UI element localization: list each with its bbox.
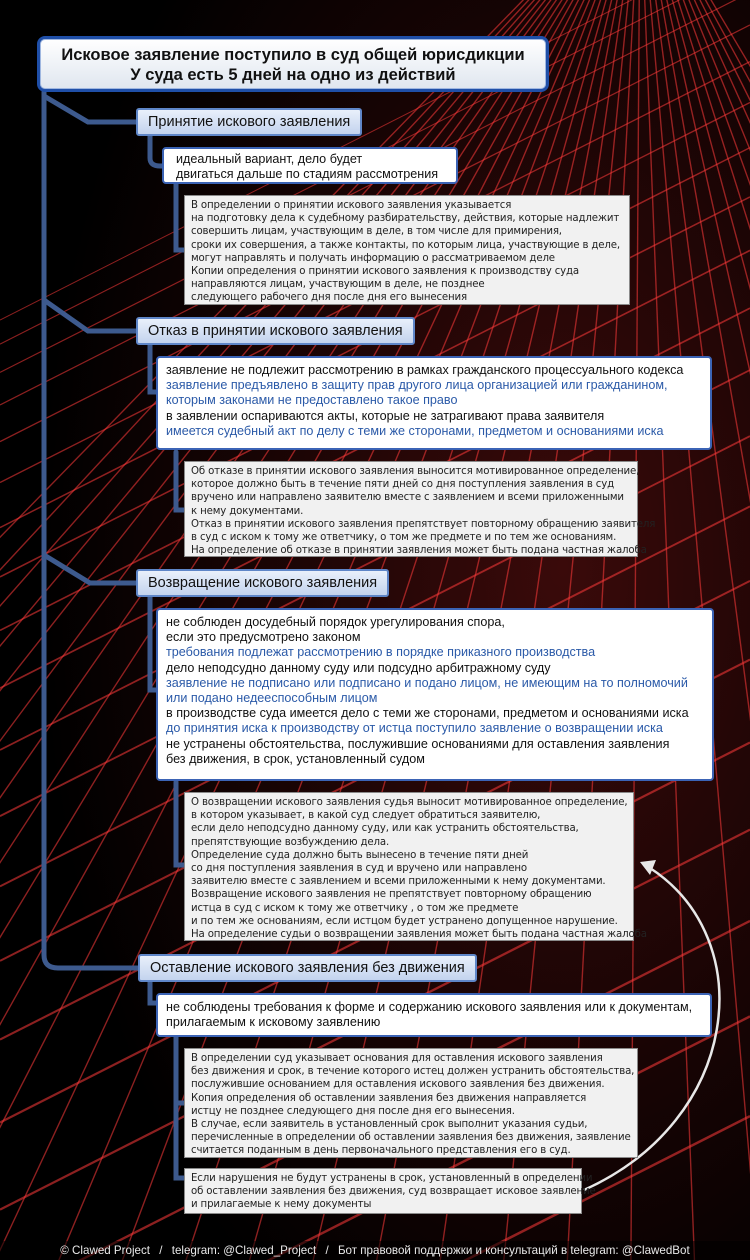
note-acceptance	[184, 195, 630, 305]
section-header-without-movement: Оставление искового заявления без движения	[138, 954, 477, 982]
note-line: без движения и срок, в течение которого истец должен устранить обстоятельства,	[191, 1066, 635, 1078]
panel-line: требования подлежат рассмотрению в порядке приказного производства	[166, 645, 596, 660]
footer	[0, 1241, 750, 1260]
note-line: считается поданным в день первоначального представления его в суд.	[191, 1145, 571, 1157]
note-line: направляются лицам, участвующим в деле, не позднее	[191, 279, 485, 291]
note-line: которое должно быть в течение пяти дней со дня поступления заявления в суд	[191, 479, 615, 491]
panel-line: не устранены обстоятельства, послужившие основаниями для оставления заявления	[166, 736, 670, 751]
panel-line: в производстве суда имеется дело с теми же сторонами, предметом и основаниями иска	[166, 706, 689, 721]
note-line: в суд с иском к тому же ответчику, о том же предмете и по тем же основаниям.	[191, 532, 617, 544]
note-line: об оставлении заявления без движения, суд возвращает исковое заявление	[191, 1186, 596, 1198]
note-line: На определение об отказе в принятии заявления может быть подана частная жалоба	[191, 545, 647, 557]
panel-line: двигаться дальше по стадиям рассмотрения	[176, 167, 439, 182]
main-title-line2: У суда есть 5 дней на одно из действий	[130, 66, 456, 84]
note-line: совершить лицам, участвующим в деле, в том числе для примирения,	[191, 226, 562, 238]
footer-separator: /	[325, 1244, 329, 1257]
note-line: сроки их совершения, а также контакты, по которым лица, участвующие в деле,	[191, 239, 620, 251]
note-line: и прилагаемые к нему документы	[191, 1199, 372, 1211]
note-line: если дело неподсудно данному суду, или как устранить обстоятельства,	[191, 823, 579, 835]
panel-line: не соблюден досудебный порядок урегулирования спора,	[166, 615, 505, 629]
panel-line: заявление не подписано или подписано и подано лицом, не имеющим на то полномочий	[166, 675, 688, 690]
note-line: Отказ в принятии искового заявления препятствует повторному обращению заявителя	[191, 518, 656, 530]
note-line: заявителю вместе с заявлением и всеми приложенными к нему документами.	[191, 876, 606, 888]
footer-telegram: telegram: @Clawed_Project	[171, 1244, 317, 1257]
note-line: Возвращение искового заявления не препятствует повторному обращению	[191, 889, 592, 901]
panel-line: без движения, в срок, установленный судом	[166, 751, 425, 766]
note-line: На определение судьи о возвращении заявления может быть подана частная жалоба	[191, 929, 647, 941]
note-line: препятствующие возбуждению дела.	[191, 836, 390, 848]
panel-line: идеальный вариант, дело будет	[176, 152, 363, 166]
panel-line: в заявлении оспариваются акты, которые не затрагивают права заявителя	[166, 408, 605, 423]
panel-line: заявление не подлежит рассмотрению в рамках гражданского процессуального кодекса	[166, 363, 684, 377]
panel-line: до принятия иска к производству от истца поступило заявление о возвращении иска	[166, 721, 663, 736]
note-line: истца в суд с иском к тому же ответчику , о том же предмете	[191, 902, 519, 914]
note-line: могут направлять и получать информацию о рассматриваемом деле	[191, 252, 555, 264]
footer-copyright: © Clawed Project	[60, 1244, 151, 1257]
note-line: О возвращении искового заявления судья выносит мотивированное определение,	[191, 797, 628, 808]
note-line: следующего рабочего дня после дня его вынесения	[191, 292, 468, 304]
section-header-return: Возвращение искового заявления	[136, 569, 389, 597]
note-line: Копии определения о принятии искового заявления к производству суда	[191, 266, 580, 278]
panel-line: которым законами не предоставлено такое право	[166, 393, 458, 408]
main-title-box	[37, 36, 549, 92]
note-line: Если нарушения не будут устранены в срок, установленный в определении	[191, 1173, 593, 1184]
panel-acceptance	[162, 147, 458, 184]
panel-line: не соблюдены требования к форме и содержанию искового заявления или к документам,	[166, 1000, 693, 1014]
note-without-movement-consequence	[184, 1168, 596, 1214]
note-line: к нему документами.	[191, 505, 304, 517]
panel-line: если это предусмотрено законом	[166, 630, 361, 645]
section-header-acceptance: Принятие искового заявления	[136, 108, 362, 136]
note-line: в котором указывает, в какой суд следует обратиться заявителю,	[191, 810, 541, 822]
section-header-refusal: Отказ в принятии искового заявления	[136, 317, 415, 345]
panel-refusal	[156, 356, 712, 450]
note-line: Копия определения об оставлении заявления без движения направляется	[191, 1092, 587, 1104]
note-return	[184, 792, 647, 941]
note-refusal	[184, 461, 656, 557]
note-line: со дня поступления заявления в суд и вручено или направлено	[191, 863, 527, 875]
panel-line: или подано недееспособным лицом	[166, 691, 378, 706]
panel-line: дело неподсудно данному суду или подсудно арбитражному суду	[166, 660, 551, 675]
note-line: вручено или направлено заявителю вместе с заявлением и всеми приложенными	[191, 492, 624, 504]
note-line: на подготовку дела к судебному разбирательству, действия, которые надлежит	[191, 213, 620, 225]
panel-without-movement	[156, 993, 712, 1037]
note-line: истцу не позднее следующего дня после дня его вынесения.	[191, 1105, 515, 1117]
note-line: В случае, если заявитель в установленный срок выполнит указания судьи,	[191, 1119, 588, 1131]
main-title-line1: Исковое заявление поступило в суд общей юрисдикции	[61, 46, 525, 64]
note-line: перечисленные в определении об оставлении заявления без движения, заявление	[191, 1132, 631, 1144]
panel-return	[156, 608, 714, 781]
note-line: В определении о принятии искового заявления указывается	[191, 200, 512, 211]
note-line: послужившие основанием для оставления искового заявления без движения.	[191, 1079, 605, 1091]
panel-line: прилагаемым к исковому заявлению	[166, 1015, 381, 1030]
footer-bot: Бот правовой поддержки и консультаций в telegram: @ClawedBot	[337, 1244, 690, 1257]
note-line: В определении суд указывает основания для оставления искового заявления	[191, 1053, 603, 1064]
note-line: Об отказе в принятии искового заявления выносится мотивированное определение,	[191, 466, 640, 477]
panel-line: имеется судебный акт по делу с теми же сторонами, предметом и основаниями иска	[166, 423, 664, 438]
footer-separator: /	[159, 1244, 163, 1257]
panel-line: заявление предъявлено в защиту прав другого лица организацией или гражданином,	[166, 378, 668, 393]
note-line: и по тем же основаниям, если истцом будет устранено допущенное нарушение.	[191, 915, 618, 927]
note-line: Определение суда должно быть вынесено в течение пяти дней	[191, 849, 529, 861]
note-without-movement	[184, 1048, 638, 1158]
